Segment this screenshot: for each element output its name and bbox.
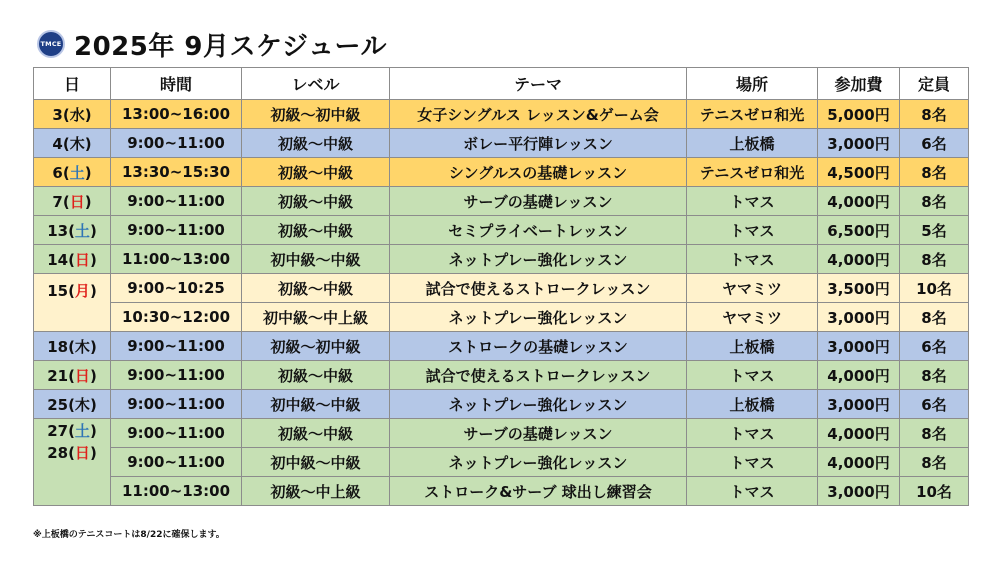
place-cell: 上板橋 bbox=[687, 390, 818, 419]
fee-cell: 4,000円 bbox=[818, 245, 900, 274]
time-cell: 9:00~11:00 bbox=[111, 129, 242, 158]
fee-cell: 4,500円 bbox=[818, 158, 900, 187]
table-row bbox=[34, 390, 969, 419]
page-title: 2025年 9月スケジュール bbox=[74, 31, 387, 62]
fee-cell: 4,000円 bbox=[818, 448, 900, 477]
date-cell: 15(月) bbox=[34, 274, 111, 332]
table-row bbox=[34, 100, 969, 129]
fee-cell: 4,000円 bbox=[818, 187, 900, 216]
date-cell: 13(土) bbox=[34, 216, 111, 245]
time-cell: 10:30~12:00 bbox=[111, 303, 242, 332]
place-cell: トマス bbox=[687, 477, 818, 506]
level-cell: 初級～中級 bbox=[242, 274, 390, 303]
table-row bbox=[34, 216, 969, 245]
header-time: 時間 bbox=[111, 68, 242, 100]
logo-text: TMCE bbox=[40, 40, 62, 48]
level-cell: 初級～中級 bbox=[242, 158, 390, 187]
table-row bbox=[34, 245, 969, 274]
table-row bbox=[34, 129, 969, 158]
fee-cell: 3,000円 bbox=[818, 390, 900, 419]
place-cell: 上板橋 bbox=[687, 129, 818, 158]
theme-cell: 試合で使えるストロークレッスン bbox=[390, 274, 687, 303]
time-cell: 9:00~10:25 bbox=[111, 274, 242, 303]
footer-note: ※上板橋のテニスコートは8/22に確保します。 bbox=[33, 530, 225, 540]
capacity-cell: 10名 bbox=[900, 477, 969, 506]
header-date: 日 bbox=[34, 68, 111, 100]
place-cell: トマス bbox=[687, 361, 818, 390]
time-cell: 9:00~11:00 bbox=[111, 216, 242, 245]
level-cell: 初級～中上級 bbox=[242, 477, 390, 506]
place-cell: テニスゼロ和光 bbox=[687, 158, 818, 187]
place-cell: トマス bbox=[687, 187, 818, 216]
place-cell: トマス bbox=[687, 216, 818, 245]
header-place: 場所 bbox=[687, 68, 818, 100]
level-cell: 初級～中級 bbox=[242, 216, 390, 245]
table-row bbox=[34, 274, 969, 303]
club-logo bbox=[37, 30, 65, 58]
level-cell: 初級～中級 bbox=[242, 419, 390, 448]
place-cell: テニスゼロ和光 bbox=[687, 100, 818, 129]
level-cell: 初級～初中級 bbox=[242, 100, 390, 129]
capacity-cell: 10名 bbox=[900, 274, 969, 303]
time-cell: 11:00~13:00 bbox=[111, 245, 242, 274]
fee-cell: 3,000円 bbox=[818, 303, 900, 332]
date-cell: 25(木) bbox=[34, 390, 111, 419]
date-27: 27(土) bbox=[47, 422, 97, 440]
time-cell: 9:00~11:00 bbox=[111, 390, 242, 419]
fee-cell: 3,500円 bbox=[818, 274, 900, 303]
theme-cell: サーブの基礎レッスン bbox=[390, 187, 687, 216]
fee-cell: 4,000円 bbox=[818, 361, 900, 390]
time-cell: 13:30~15:30 bbox=[111, 158, 242, 187]
capacity-cell: 8名 bbox=[900, 303, 969, 332]
place-cell: トマス bbox=[687, 448, 818, 477]
capacity-cell: 8名 bbox=[900, 187, 969, 216]
page-header bbox=[37, 28, 387, 60]
date-cell: 14(日) bbox=[34, 245, 111, 274]
table-row bbox=[34, 158, 969, 187]
fee-cell: 3,000円 bbox=[818, 129, 900, 158]
date-cell: 3(水) bbox=[34, 100, 111, 129]
capacity-cell: 5名 bbox=[900, 216, 969, 245]
header-level: レベル bbox=[242, 68, 390, 100]
time-cell: 11:00~13:00 bbox=[111, 477, 242, 506]
capacity-cell: 8名 bbox=[900, 448, 969, 477]
place-cell: ヤマミツ bbox=[687, 303, 818, 332]
time-cell: 9:00~11:00 bbox=[111, 448, 242, 477]
capacity-cell: 8名 bbox=[900, 245, 969, 274]
theme-cell: ストロークの基礎レッスン bbox=[390, 332, 687, 361]
place-cell: ヤマミツ bbox=[687, 274, 818, 303]
time-cell: 9:00~11:00 bbox=[111, 419, 242, 448]
level-cell: 初中級～中級 bbox=[242, 390, 390, 419]
header-capacity: 定員 bbox=[900, 68, 969, 100]
level-cell: 初級～初中級 bbox=[242, 332, 390, 361]
capacity-cell: 6名 bbox=[900, 332, 969, 361]
place-cell: トマス bbox=[687, 245, 818, 274]
header-fee: 参加費 bbox=[818, 68, 900, 100]
time-cell: 9:00~11:00 bbox=[111, 332, 242, 361]
theme-cell: ボレー平行陣レッスン bbox=[390, 129, 687, 158]
fee-cell: 3,000円 bbox=[818, 332, 900, 361]
level-cell: 初中級～中上級 bbox=[242, 303, 390, 332]
theme-cell: 試合で使えるストロークレッスン bbox=[390, 361, 687, 390]
schedule-table bbox=[33, 67, 969, 506]
date-cell: 4(木) bbox=[34, 129, 111, 158]
capacity-cell: 8名 bbox=[900, 361, 969, 390]
theme-cell: シングルスの基礎レッスン bbox=[390, 158, 687, 187]
level-cell: 初級～中級 bbox=[242, 129, 390, 158]
place-cell: 上板橋 bbox=[687, 332, 818, 361]
header-theme: テーマ bbox=[390, 68, 687, 100]
capacity-cell: 8名 bbox=[900, 100, 969, 129]
capacity-cell: 8名 bbox=[900, 158, 969, 187]
time-cell: 9:00~11:00 bbox=[111, 187, 242, 216]
level-cell: 初中級～中級 bbox=[242, 448, 390, 477]
date-cell: 18(木) bbox=[34, 332, 111, 361]
place-cell: トマス bbox=[687, 419, 818, 448]
date-cell: 7(日) bbox=[34, 187, 111, 216]
theme-cell: ネットプレー強化レッスン bbox=[390, 245, 687, 274]
table-row bbox=[34, 419, 969, 448]
capacity-cell: 6名 bbox=[900, 129, 969, 158]
theme-cell: セミプライベートレッスン bbox=[390, 216, 687, 245]
date-28: 28(日) bbox=[47, 444, 97, 463]
time-cell: 13:00~16:00 bbox=[111, 100, 242, 129]
table-row bbox=[34, 477, 969, 506]
fee-cell: 5,000円 bbox=[818, 100, 900, 129]
capacity-cell: 8名 bbox=[900, 419, 969, 448]
table-row bbox=[34, 332, 969, 361]
theme-cell: ネットプレー強化レッスン bbox=[390, 448, 687, 477]
fee-cell: 6,500円 bbox=[818, 216, 900, 245]
theme-cell: 女子シングルス レッスン&ゲーム会 bbox=[390, 100, 687, 129]
fee-cell: 3,000円 bbox=[818, 477, 900, 506]
theme-cell: ネットプレー強化レッスン bbox=[390, 390, 687, 419]
table-header-row bbox=[34, 68, 969, 100]
time-cell: 9:00~11:00 bbox=[111, 361, 242, 390]
level-cell: 初級～中級 bbox=[242, 361, 390, 390]
date-cell: 6(土) bbox=[34, 158, 111, 187]
capacity-cell: 6名 bbox=[900, 390, 969, 419]
theme-cell: ストローク&サーブ 球出し練習会 bbox=[390, 477, 687, 506]
table-row bbox=[34, 361, 969, 390]
theme-cell: サーブの基礎レッスン bbox=[390, 419, 687, 448]
theme-cell: ネットプレー強化レッスン bbox=[390, 303, 687, 332]
table-row bbox=[34, 303, 969, 332]
table-row bbox=[34, 187, 969, 216]
fee-cell: 4,000円 bbox=[818, 419, 900, 448]
table-row bbox=[34, 448, 969, 477]
date-cell bbox=[34, 419, 111, 506]
level-cell: 初中級～中級 bbox=[242, 245, 390, 274]
level-cell: 初級～中級 bbox=[242, 187, 390, 216]
date-cell: 21(日) bbox=[34, 361, 111, 390]
